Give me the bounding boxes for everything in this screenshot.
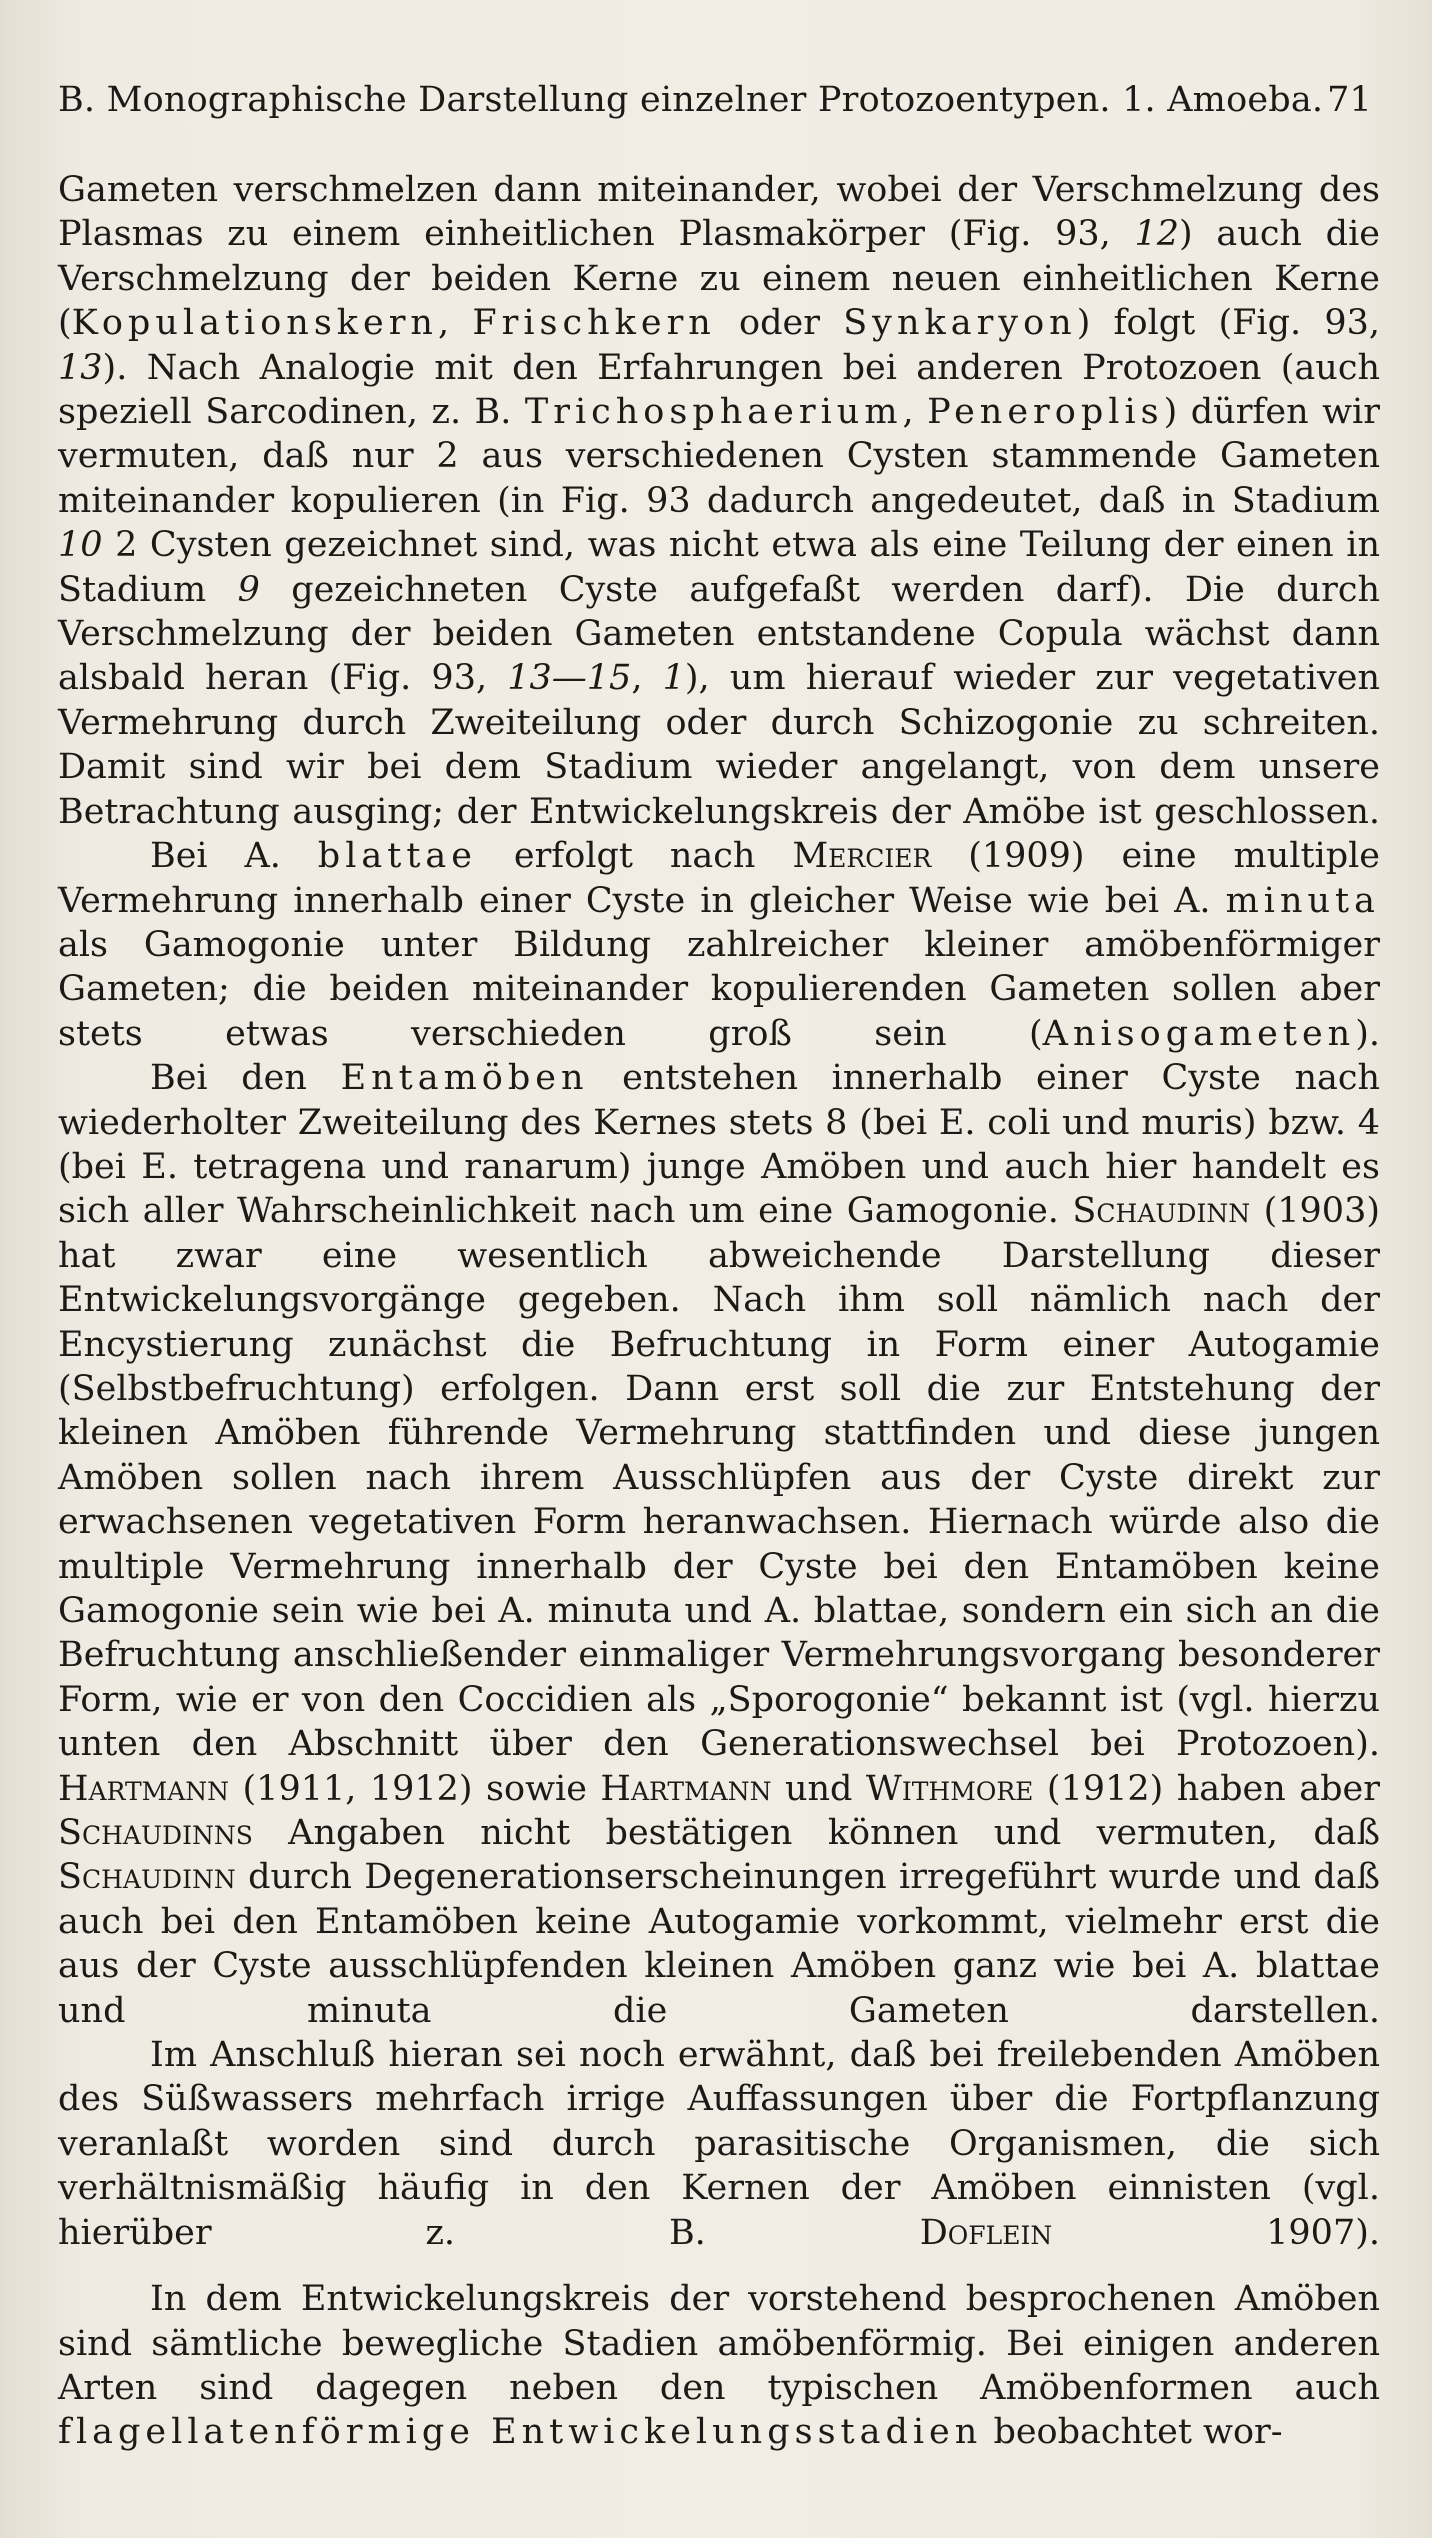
italic-text: 10 [58,525,103,566]
text-run: , [437,303,473,344]
text-run: 1907). [1052,2212,1380,2253]
text-run: ) folgt (Fig. 93, [1076,303,1380,344]
small-caps-name: Doflein [919,2212,1053,2253]
text-run: , [631,658,663,699]
body-text [58,168,1380,2455]
text-run: und [771,1768,866,1809]
text-run: ) dürfen wir vermuten, daß nur 2 aus verschiedenen Cysten stammende Gameten miteinander kopulieren (in Fig. 93 dadurch angedeutet, daß in Stadium [58,392,1380,521]
italic-text: 13—15 [507,658,632,699]
italic-text: 13 [58,347,103,388]
spaced-emphasis: Kopulationskern [71,303,438,344]
paragraph-5 [58,2277,1380,2455]
spaced-emphasis: Anisogameten [1042,1013,1356,1054]
text-run: Im Anschluß hieran sei noch erwähnt, daß bei freilebenden Amöben des Süßwassers mehrfach irrige Auffassungen über die Fortpflanzung veranlaßt worden sind durch parasitische Organismen, die sich verhältnismäßig häufig in den Kernen der Amöben einnisten (vgl. hierüber z. B. [58,2035,1380,2253]
spaced-emphasis: Entamöben [340,1058,589,1099]
text-run: als Gamogonie unter Bildung zahlreicher kleiner amöbenförmiger Gameten; die beiden miteinander kopulierenden Gameten sollen aber stets etwas verschieden groß sein ( [58,924,1380,1054]
text-run: gezeichneten Cyste aufgefaßt werden darf). Die durch Verschmelzung der beiden Gameten entstandene Copula wächst dann alsbald heran (Fig. 93, [58,569,1380,699]
text-run: (1911, 1912) sowie [229,1768,601,1809]
text-run: ). [1355,1013,1380,1054]
italic-text: 9 [237,569,260,610]
spaced-emphasis: Synkaryon [843,303,1077,344]
spaced-emphasis: Peneroplis [927,392,1164,433]
italic-text: 1 [662,658,685,699]
paragraph-3 [58,1056,1380,2033]
page-number: 71 [1327,80,1372,120]
text-run: (1903) hat zwar eine wesentlich abweichende Darstellung dieser Entwickelungsvorgänge gegeben. Nach ihm soll nämlich nach der Encystierung zunächst die Befruchtung in Form einer Autogamie (Selbstbefruchtung) erfolgen. Dann erst soll die zur Entstehung der kleinen Amöben führende Vermehrung stattfinden und diese jungen Amöben sollen nach ihrem Ausschlüpfen aus der Cyste direkt zur erwachsenen vegetativen Form heranwachsen. Hiernach würde also die multiple Vermehrung innerhalb der Cyste bei den Entamöben keine Gamogonie sein wie bei A. minuta und A. blattae, sondern ein sich an die Befruchtung anschließender einmaliger Vermehrungsvorgang besonderer Form, wie er von den Coccidien als „Sporogonie“ bekannt ist (vgl. hierzu unten den Abschnitt über den Generationswechsel bei Protozoen). [58,1191,1380,1765]
italic-text: 12 [1134,214,1180,255]
text-run: In dem Entwickelungskreis der vorstehend besprochenen Amöben sind sämtliche bewegliche Stadien amöbenförmig. Bei einigen anderen Arten sind dagegen neben den typischen Amöbenformen auch [58,2279,1380,2408]
spaced-emphasis: blattae [317,836,477,877]
small-caps-name: Schaudinns [58,1813,253,1854]
spaced-emphasis: Frischkern [472,303,716,344]
text-run: erfolgt nach [476,836,793,877]
paragraph-1 [58,168,1380,834]
small-caps-name: Withmore [865,1768,1034,1809]
text-run: Bei den [150,1058,341,1099]
text-run: (1912) haben aber [1033,1768,1380,1809]
small-caps-name: Hartmann [600,1768,772,1809]
text-run: (1909) eine multiple Vermehrung innerhalb einer Cyste in gleicher Weise wie bei A. [58,836,1381,921]
text-run: Angaben nicht bestätigen können und vermuten, daß [252,1813,1380,1854]
text-run: ), um hierauf wieder zur vegetativen Vermehrung durch Zweiteilung oder durch Schizogonie zu schreiten. Damit sind wir bei dem Stadium wieder angelangt, von dem unsere Betrachtung ausging; der Entwickelungskreis der Amöbe ist geschlossen. [58,658,1380,832]
text-run: entstehen innerhalb einer Cyste nach wiederholter Zweiteilung des Kernes stets 8 (bei E. coli und muris) bzw. 4 (bei E. tetragena und ranarum) junge Amöben und auch hier handelt es sich aller Wahrscheinlichkeit nach um eine Gamogonie. [58,1058,1380,1232]
text-run: , [902,392,928,433]
text-run: durch Degenerationserscheinungen irregeführt wurde und daß auch bei den Entamöben keine Autogamie vorkommt, vielmehr erst die aus der Cyste ausschlüpfenden kleinen Amöben ganz wie bei A. blattae und minuta die Gameten darstellen. [58,1857,1380,2031]
text-run: Gameten verschmelzen dann miteinander, wobei der Verschmelzung des Plasmas zu einem einheitlichen Plasmakörper (Fig. 93, [58,170,1380,255]
spaced-emphasis: flagellatenförmige Entwickelungsstadien [58,2412,983,2453]
paragraph-2 [58,834,1380,1056]
page-header [58,80,1372,120]
text-run: oder [715,303,844,344]
running-title: B. Monographische Darstellung einzelner Protozoentypen. 1. Amoeba. [58,80,1324,120]
small-caps-name: Mercier [792,836,932,877]
small-caps-name: Hartmann [58,1768,230,1809]
small-caps-name: Schaudinn [1072,1191,1251,1232]
text-run: ) auch die Verschmelzung der beiden Kerne zu einem neuen einheitlichen Kerne ( [58,214,1380,344]
spaced-emphasis: minuta [1225,880,1380,921]
paragraph-4 [58,2033,1380,2255]
small-caps-name: Schaudinn [58,1857,236,1898]
spaced-emphasis: Trichosphaerium [524,392,903,433]
text-run: 2 Cysten gezeichnet sind, was nicht etwa als eine Teilung der einen in Stadium [58,525,1380,610]
text-run: ). Nach Analogie mit den Erfahrungen bei anderen Protozoen (auch speziell Sarcodinen, z. B. [58,347,1380,433]
text-run: Bei A. [150,836,318,877]
text-run: beobachtet wor- [982,2412,1283,2453]
